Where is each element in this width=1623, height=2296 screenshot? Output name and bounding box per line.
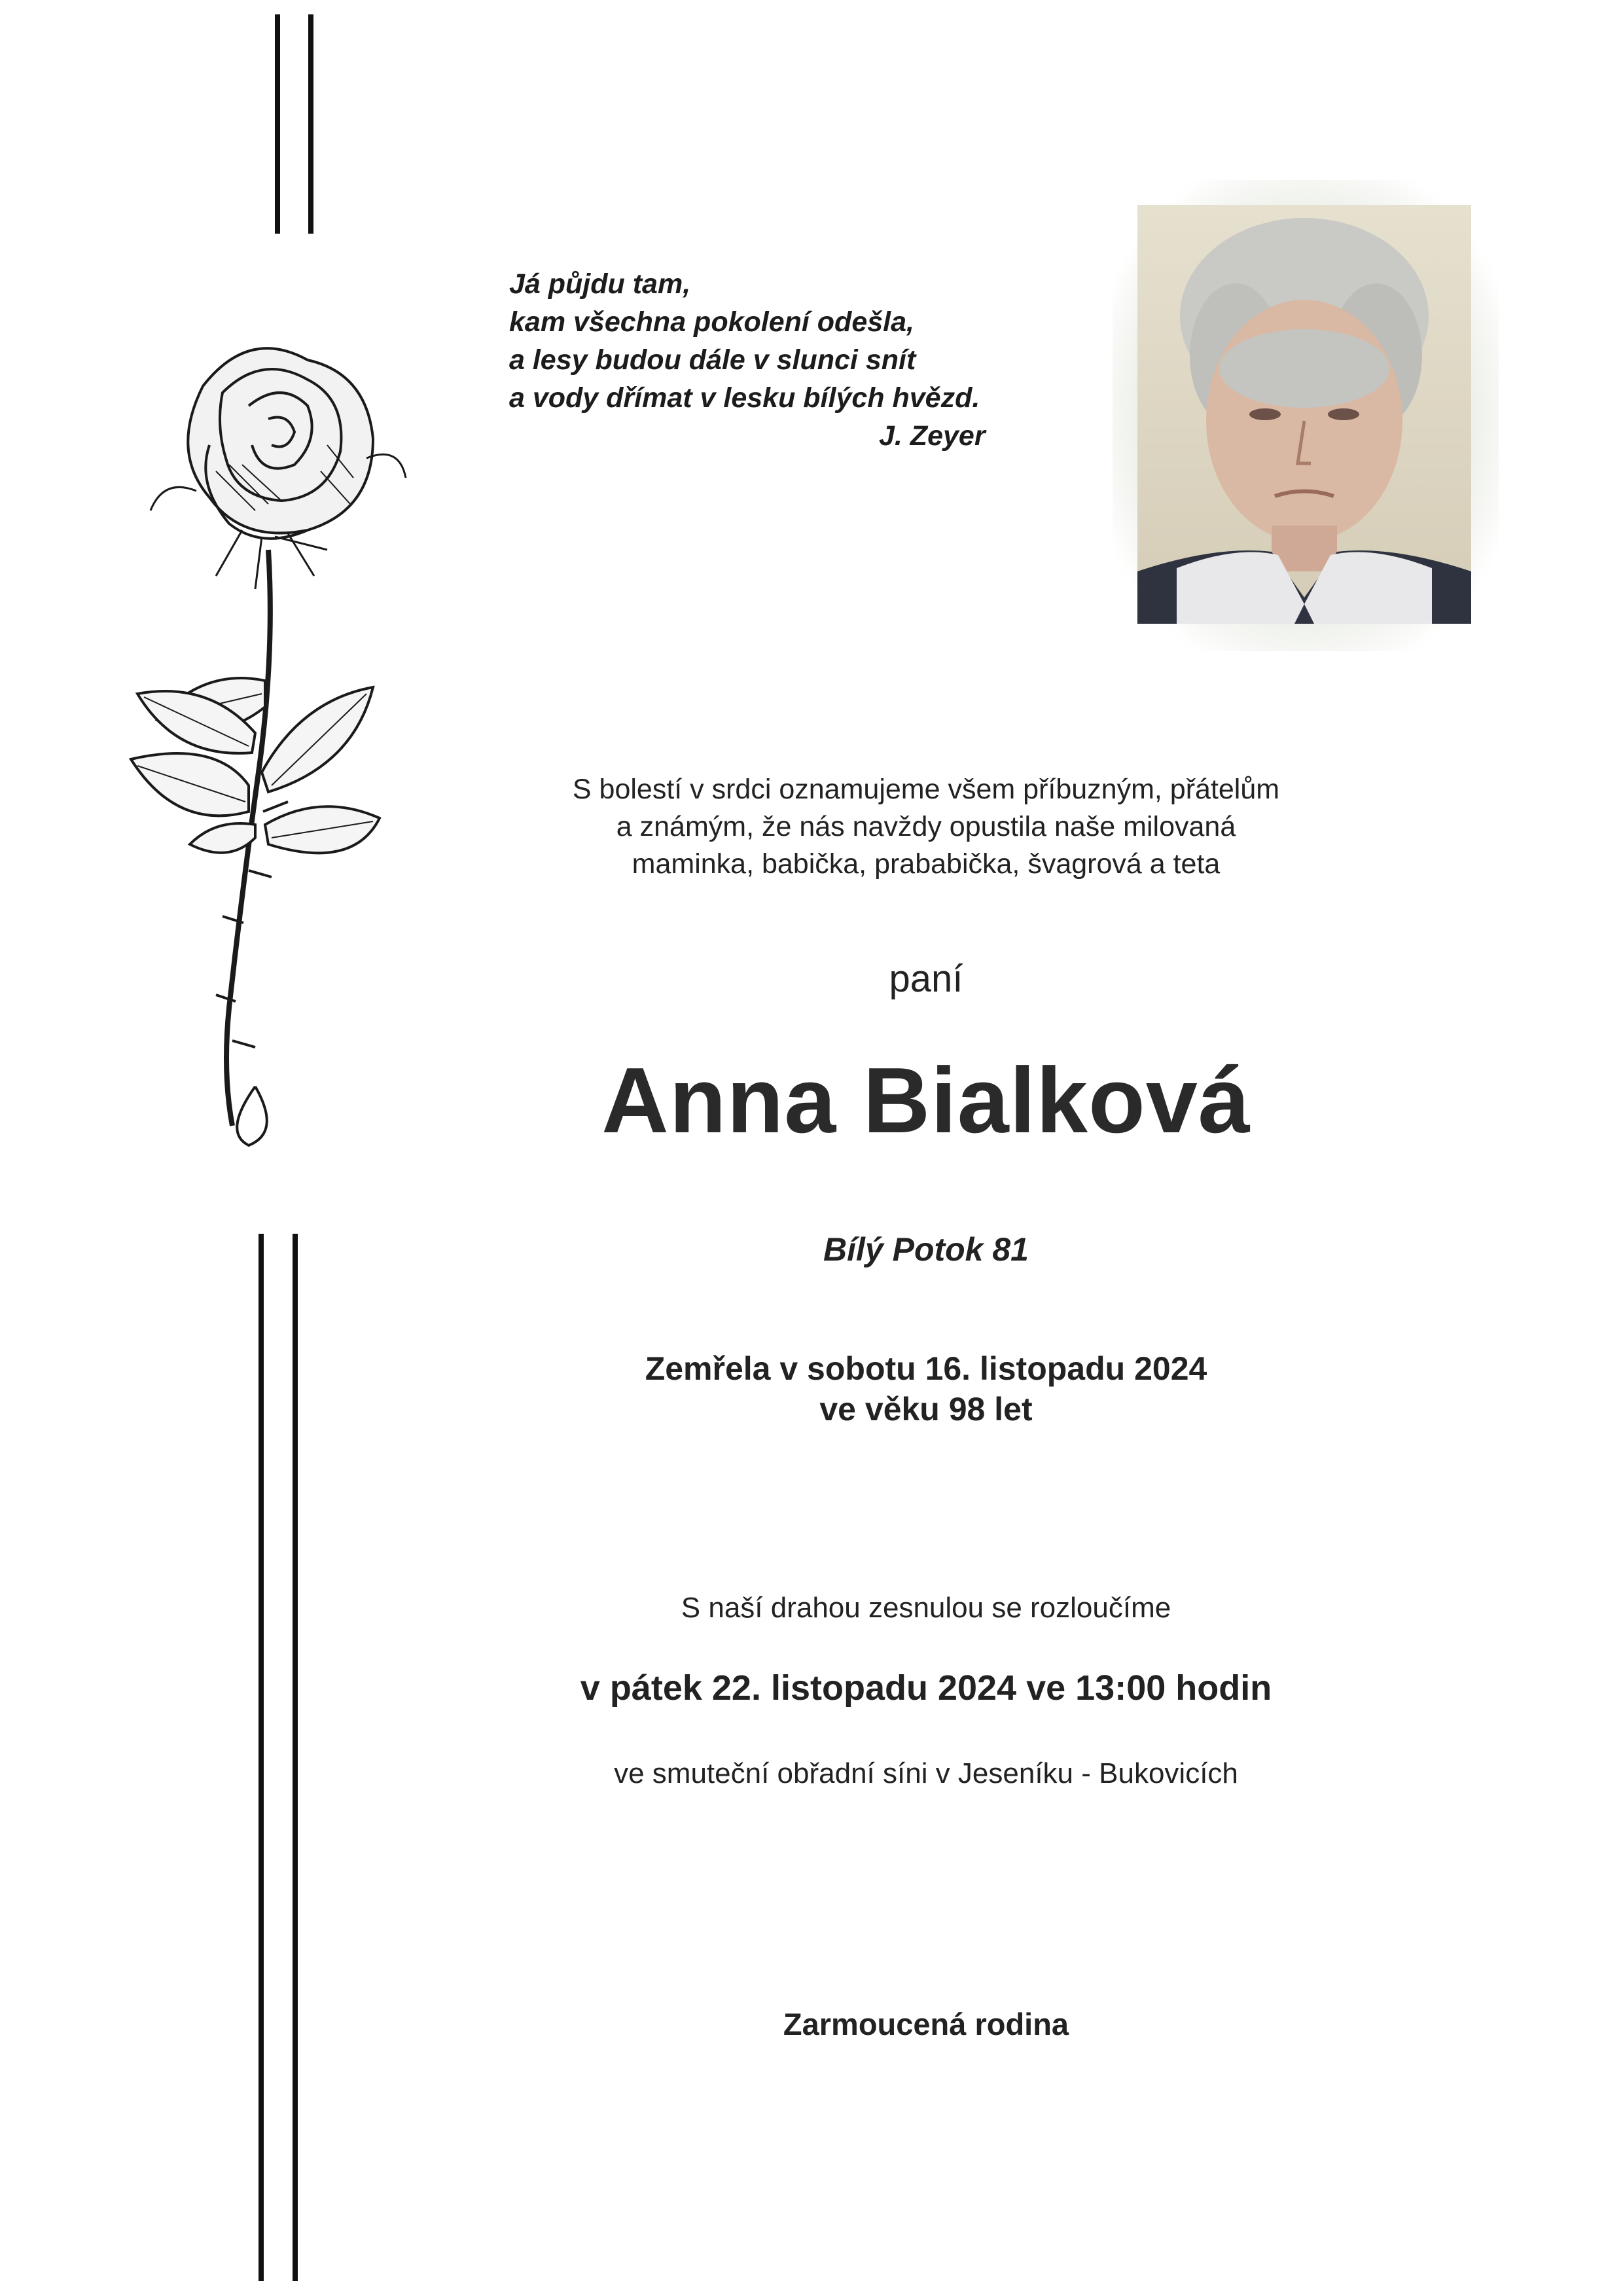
honorific-title: paní bbox=[889, 958, 963, 1000]
death-info bbox=[419, 1348, 1433, 1429]
quote-line: a lesy budou dále v slunci snít bbox=[509, 344, 916, 376]
announcement-text bbox=[419, 771, 1433, 883]
quote-author: J. Zeyer bbox=[879, 420, 986, 452]
poem-quote bbox=[509, 265, 1098, 455]
top-left-bar-2 bbox=[308, 14, 313, 234]
portrait-frame bbox=[1113, 180, 1499, 651]
death-age-line: ve věku 98 let bbox=[819, 1391, 1033, 1427]
farewell-date: v pátek 22. listopadu 2024 ve 13:00 hodin bbox=[580, 1668, 1272, 1708]
family-signature: Zarmoucená rodina bbox=[783, 2007, 1069, 2041]
bottom-left-bar-2 bbox=[293, 1234, 298, 2281]
bottom-left-bar-1 bbox=[259, 1234, 264, 2281]
deceased-address: Bílý Potok 81 bbox=[823, 1231, 1029, 1268]
farewell-place: ve smuteční obřadní síni v Jeseníku - Bukovicích bbox=[614, 1757, 1238, 1789]
quote-line: Já půjdu tam, bbox=[509, 268, 691, 300]
farewell-intro: S naší drahou zesnulou se rozloučíme bbox=[681, 1592, 1171, 1624]
announcement-line: S bolestí v srdci oznamujeme všem příbuzným, přátelům bbox=[572, 774, 1280, 805]
death-date-line: Zemřela v sobotu 16. listopadu 2024 bbox=[645, 1350, 1207, 1387]
announcement-line: a známým, že nás navždy opustila naše milovaná bbox=[616, 811, 1236, 842]
top-left-bar-1 bbox=[275, 14, 280, 234]
quote-line: a vody dřímat v lesku bílých hvězd. bbox=[509, 382, 980, 414]
portrait-photo bbox=[1137, 205, 1471, 624]
deceased-name: Anna Bialková bbox=[601, 1049, 1251, 1153]
announcement-line: maminka, babička, prababička, švagrová a teta bbox=[632, 848, 1221, 880]
quote-line: kam všechna pokolení odešla, bbox=[509, 306, 914, 338]
rose-illustration-icon bbox=[92, 314, 458, 1152]
